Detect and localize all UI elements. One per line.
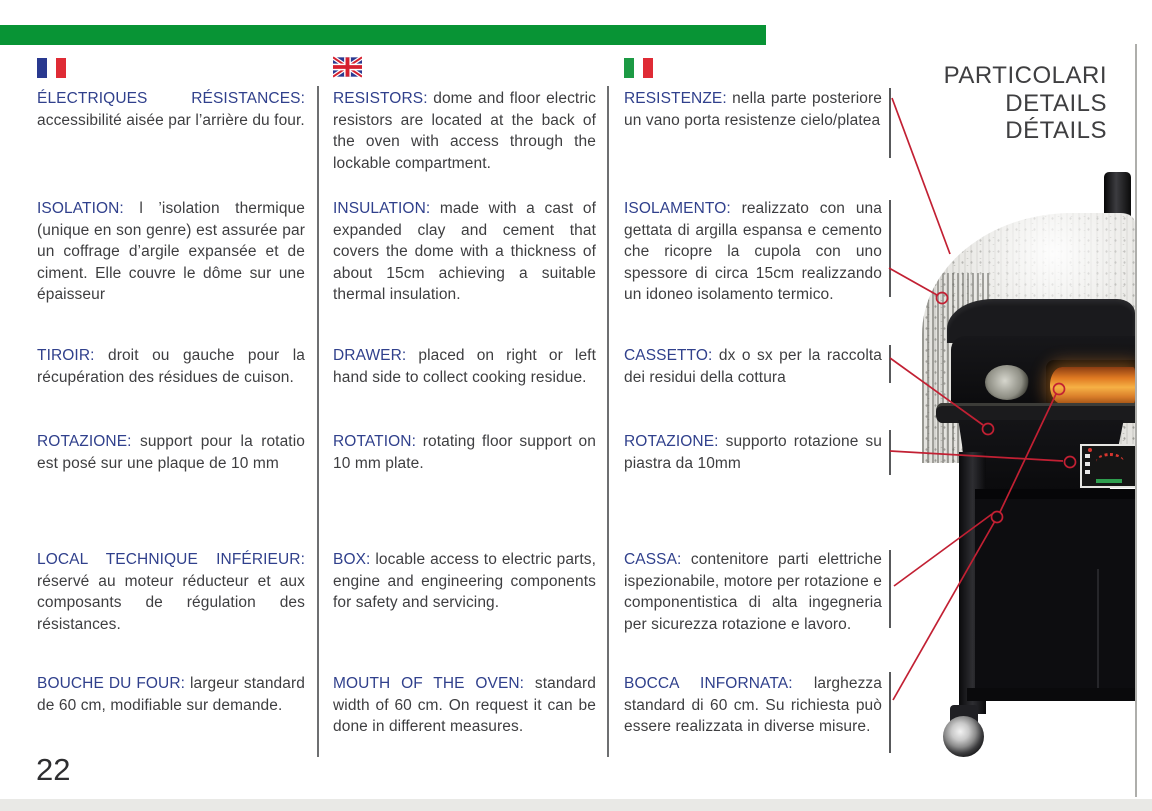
- term-label: RESISTORS:: [333, 90, 428, 107]
- paragraph-rotation-fr: [37, 431, 305, 474]
- page-title-line: DÉTAILS: [1005, 117, 1107, 144]
- paragraph-insulation-it: [624, 198, 882, 306]
- paragraph-drawer-it: [624, 345, 882, 388]
- paragraph-drawer-en: [333, 345, 596, 388]
- paragraph-drawer-fr: [37, 345, 305, 388]
- page-title: [944, 62, 1107, 145]
- term-label: CASSETTO:: [624, 347, 713, 364]
- lower-cabinet: [975, 489, 1135, 699]
- paragraph-insulation-en: [333, 198, 596, 306]
- panel-buttons-icon: [1085, 454, 1090, 476]
- paragraph-resistors-en: [333, 88, 596, 174]
- paragraph-box-en: [333, 549, 596, 614]
- term-label: LOCAL TECHNIQUE INFÉRIEUR:: [37, 551, 305, 568]
- term-label: TIROIR:: [37, 347, 95, 364]
- paragraph-text: standard width of 60 cm. On request it can be done in different measures.: [333, 675, 596, 736]
- paragraph-rotation-en: [333, 431, 596, 474]
- paragraph-box-fr: [37, 549, 305, 635]
- paragraph-text: locable access to electric parts, engine and engineering components for safety and servicing.: [333, 551, 596, 612]
- paragraph-text: placed on right or left hand side to collect cooking residue.: [333, 347, 596, 386]
- paragraph-text: droit ou gauche pour la récupération des résidues de cuison.: [37, 347, 305, 386]
- paragraph-resistors-it: [624, 88, 882, 131]
- france-flag-icon: [37, 58, 66, 78]
- paragraph-text: nella parte posteriore un vano porta resistenze cielo/platea: [624, 90, 882, 129]
- term-label: BOCCA INFORNATA:: [624, 675, 793, 692]
- pizza-glow: [1050, 367, 1135, 404]
- paragraph-rotation-it: [624, 431, 882, 474]
- cabinet-door-seam: [1097, 569, 1099, 699]
- paragraph-mouth-it: [624, 673, 882, 738]
- term-label: ROTAZIONE:: [37, 433, 132, 450]
- oven-mouth: [1046, 360, 1135, 408]
- term-label: CASSA:: [624, 551, 682, 568]
- stand-shelf-bar: [967, 688, 1135, 701]
- term-label: BOUCHE DU FOUR:: [37, 675, 186, 692]
- paragraph-mouth-en: [333, 673, 596, 738]
- term-label: DRAWER:: [333, 347, 407, 364]
- term-label: ISOLATION:: [37, 200, 124, 217]
- term-label: INSULATION:: [333, 200, 431, 217]
- term-label: RESISTENZE:: [624, 90, 727, 107]
- panel-led-icon: [1088, 448, 1092, 452]
- term-label: ISOLAMENTO:: [624, 200, 731, 217]
- column-divider: [317, 86, 319, 757]
- column-italian: [624, 0, 882, 811]
- italy-flag-icon: [624, 58, 653, 78]
- column-divider: [607, 86, 609, 757]
- column-french: [37, 0, 305, 811]
- paragraph-text: largeur standard de 60 cm, modifiable sur demande.: [37, 675, 305, 714]
- caster-wheel-icon: [943, 716, 984, 757]
- panel-display-icon: [1096, 479, 1122, 483]
- paragraph-text: l ’isolation thermique (unique en son genre) est assurée par un coffrage d’argile expansée et de ciment. Elle couvre le dôme sur une épaisseur: [37, 200, 305, 304]
- oven-logo-medallion: [985, 365, 1029, 400]
- paragraph-text: supporto rotazione su piastra da 10mm: [624, 433, 882, 472]
- paragraph-text: made with a cast of expanded clay and cement that covers the dome with a thickness of about 15cm achieving a suitable thermal insulation.: [333, 200, 596, 304]
- page-edge-line: [1135, 44, 1137, 797]
- uk-flag-icon: [333, 56, 362, 78]
- page-title-line: PARTICOLARI: [943, 62, 1107, 89]
- paragraph-text: support pour la rotatio est posé sur une plaque de 10 mm: [37, 433, 305, 472]
- paragraph-text: réservé au moteur réducteur et aux composants de régulation des résistances.: [37, 572, 305, 633]
- paragraph-insulation-fr: [37, 198, 305, 306]
- column-english: [333, 0, 596, 811]
- page-number: 22: [36, 752, 71, 787]
- paragraph-text: contenitore parti elettriche ispezionabile, motore per rotazione e componentistica di alta ingegneria per sicurezza rotazione e lavoro.: [624, 551, 882, 633]
- paragraph-text: accessibilité aisée par l’arrière du four.: [37, 111, 305, 129]
- paragraph-mouth-fr: [37, 673, 305, 716]
- paragraph-text: rotating floor support on 10 mm plate.: [333, 433, 596, 472]
- term-label: MOUTH OF THE OVEN:: [333, 675, 525, 692]
- panel-dial-arc-icon: [1096, 453, 1124, 471]
- paragraph-text: dome and floor electric resistors are located at the back of the oven with access through the lockable compartment.: [333, 90, 596, 172]
- term-label: BOX:: [333, 551, 371, 568]
- paragraph-resistors-fr: [37, 88, 305, 131]
- paragraph-text: larghezza standard di 60 cm. Su richiesta può essere realizzata in diverse misure.: [624, 675, 882, 736]
- term-label: ROTATION:: [333, 433, 416, 450]
- paragraph-text: dx o sx per la raccolta dei residui della cottura: [624, 347, 882, 386]
- page-title-line: DETAILS: [1005, 89, 1107, 117]
- control-panel: [1080, 444, 1135, 488]
- paragraph-text: realizzato con una gettata di argilla espansa e cemento che ricopre la cupola con uno spessore di circa 15cm realizzando un idoneo isolamento termico.: [624, 200, 882, 304]
- term-label: ROTAZIONE:: [624, 433, 719, 450]
- term-label: ÉLECTRIQUES RÉSISTANCES:: [37, 90, 305, 107]
- paragraph-box-it: [624, 549, 882, 635]
